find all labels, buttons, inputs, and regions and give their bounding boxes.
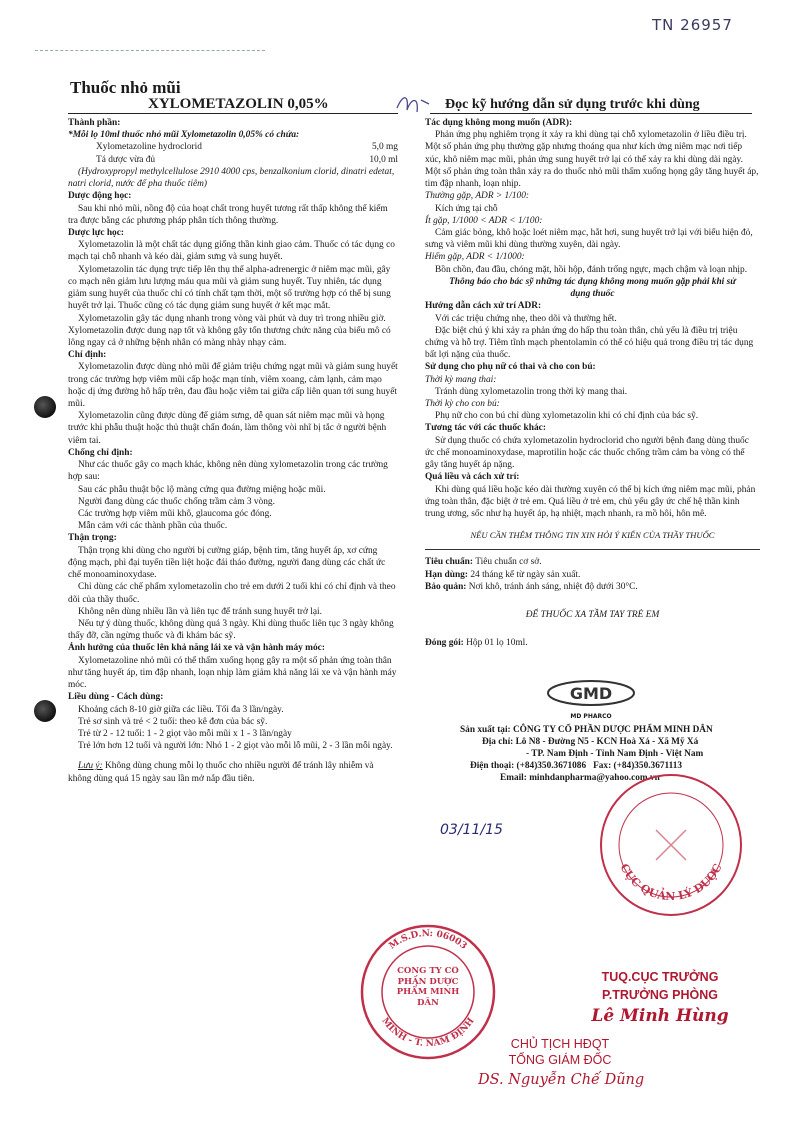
lactation-subheading: Thời kỳ cho con bú:	[425, 399, 500, 410]
warnings-text: Không nên dùng nhiều lần và liên tục để tránh sung huyết trở lại.	[78, 606, 322, 617]
standard-value: Tiêu chuẩn cơ sở.	[475, 557, 542, 568]
contraindications-item: Mẫn cảm với các thành phần của thuốc.	[78, 521, 228, 532]
overdose-text: Khi dùng quá liều hoặc kéo dài thường xuyên có thể bị kích ứng niêm mạc mũi, phản ứng toàn thân, đặc biệt ở trẻ em. Quá liều ở trẻ em, chủ yếu gây ức chế hệ thần kinh trung ương, sốc như hạ huyết áp, hạ nhiệt, mạch nhanh, ra mồ hôi, hôn mê.	[425, 484, 756, 519]
dosage-item: Trẻ lớn hơn 12 tuổi và người lớn: Nhỏ 1 - 2 giọt vào mỗi lỗ mũi, 2 - 3 lần mỗi ngày.	[78, 741, 393, 752]
ingredient-name: Xylometazoline hydroclorid	[96, 142, 202, 153]
keep-away-warning: ĐỂ THUỐC XA TẦM TAY TRẺ EM	[525, 610, 660, 621]
adr-common-text: Kích ứng tại chỗ	[435, 203, 498, 214]
dosage-item: Trẻ từ 2 - 12 tuổi: 1 - 2 giọt vào mỗi mũi x 1 - 3 lần/ngày	[78, 728, 292, 739]
contraindications-item: Người đang dùng các thuốc chống trầm cảm 3 vòng.	[78, 496, 275, 507]
adr-uncommon-text: Cảm giác bỏng, khô hoặc loét niêm mạc, hắt hơi, sung huyết trở lại với biểu hiện đỏ, sưng và viêm mũi khi dùng thường xuyên, dài ngày.	[425, 227, 753, 251]
right-column	[425, 117, 760, 649]
dosage-item: Khoảng cách 8-10 giờ giữa các liều. Tối đa 3 lần/ngày.	[78, 704, 284, 715]
ingredient-row	[68, 154, 398, 166]
note-paragraph	[68, 760, 398, 784]
ingredient-name: Tá dược vừa đủ	[96, 154, 156, 165]
handwritten-code: TN 26957	[652, 16, 733, 34]
section-divider	[425, 549, 760, 550]
pd-text: Xylometazolin gây tác dụng nhanh trong vòng vài phút và duy trì trong nhiều giờ. Xylometazolin được dung nạp tốt và không gây tổn thương chức năng của biểu mô có lông ngay cả ở những bệnh nhân có màng nhày nhạy cảm.	[68, 313, 391, 348]
ingredient-value: 10,0 ml	[369, 154, 398, 165]
storage-label: Bảo quản:	[425, 581, 467, 592]
adr-heading: Tác dụng không mong muốn (ADR):	[425, 118, 573, 128]
storage-value: Nơi khô, tránh ánh sáng, nhiệt độ dưới 30°C.	[468, 581, 638, 592]
approval-signature-block	[560, 968, 760, 1029]
dosage-heading: Liều dùng - Cách dùng:	[68, 692, 164, 703]
scan-dash-line	[35, 50, 265, 51]
note-text: Không dùng chung mỗi lọ thuốc cho nhiều người để tránh lây nhiễm và không dùng quá 15 ngày sau lần mở nắp đầu tiên.	[68, 761, 374, 784]
title-right: Đọc kỹ hướng dẫn sử dụng trước khi dùng	[445, 97, 700, 112]
director-title1: CHỦ TỊCH HĐQT	[510, 1037, 610, 1051]
adr-rare-text: Bồn chồn, đau đầu, chóng mặt, hồi hộp, đánh trống ngực, mạch chậm và loạn nhịp.	[435, 264, 748, 275]
standard-line	[425, 556, 760, 568]
phone-label: Điện thoại:	[470, 761, 515, 772]
title-line2: XYLOMETAZOLIN 0,05%	[148, 96, 329, 112]
adr-text: Phản ứng phụ nghiêm trọng ít xảy ra khi dùng tại chỗ xylometazolin ở liều điều trị. Một số phản ứng phụ thường gặp nhưng thoáng qua như kích ứng niêm mạc nơi tiếp xúc, khô niêm mạc mũi, phản ứng sung huyết trở lại có thể xảy ra khi dùng dài ngày. Một số phản ứng toàn thân xảy ra do thuốc nhỏ mũi thấm xuống họng gây tăng huyết áp, tim đập nhanh, loạn nhịp.	[425, 130, 759, 190]
driving-text: Xylometazoline nhỏ mũi có thể thấm xuống họng gây ra một số phản ứng toàn thân như tăng huyết áp, tim đập nhanh, loạn nhịp làm giảm khả năng lái xe và vận hành máy móc.	[68, 655, 397, 691]
address-line1: Lô N8 - Đường N5 - KCN Hoà Xá - Xã Mỹ Xá	[515, 737, 699, 748]
ingredient-row	[68, 141, 398, 153]
pregnancy-subheading: Thời kỳ mang thai:	[425, 374, 497, 385]
composition-sub: *Mỗi lọ 10ml thuốc nhỏ mũi Xylometazolin 0,05% có chứa:	[68, 130, 300, 141]
address-line2: - TP. Nam Định - Tỉnh Nam Định - Việt Nam	[526, 749, 704, 760]
adr-common-heading: Thường gặp, ADR > 1/100:	[425, 191, 530, 202]
company-logo	[546, 678, 636, 720]
contraindications-item: Các trường hợp viêm mũi khô, glaucoma góc đóng.	[78, 509, 272, 519]
address-label: Địa chỉ:	[482, 737, 514, 748]
adr-management-text: Đặc biệt chú ý khi xảy ra phản ứng do hấp thu toàn thân, chủ yếu là điều trị triệu chứng và hỗ trợ. Tiêm tĩnh mạch phentolamin có thể có hiệu quả trong điều trị tác dụng bất lợi nặng của thuốc.	[425, 325, 754, 361]
indications-text: Xylometazolin được dùng nhỏ mũi để giảm triệu chứng ngạt mũi và giảm sung huyết trong các trường hợp viêm mũi cấp hoặc mạn tính, viêm xoang, cảm lạnh, cảm mạo hoặc dị ứng đường hô hấp trên, đau đầu hoặc viêm tai giữa cấp liên quan tới sung huyết mũi.	[68, 362, 398, 410]
stamp-bottom-text: MINH - T. NAM ĐỊNH	[379, 1016, 477, 1050]
pk-text: Sau khi nhỏ mũi, nồng độ của hoạt chất trong huyết tương rất thấp không thể kiểm tra được bằng các phương pháp phân tích thông thường.	[68, 203, 388, 226]
expiry-line	[425, 569, 760, 581]
handwritten-date: 03/11/15	[440, 822, 503, 838]
packaging-value: Hộp 01 lọ 10ml.	[466, 638, 528, 649]
agency-stamp	[596, 770, 746, 920]
agency-stamp-text: CỤC QUẢN LÝ DƯỢC	[617, 861, 725, 904]
director-signature-block	[490, 1036, 630, 1069]
interactions-text: Sử dụng thuốc có chứa xylometazolin hydroclorid cho người bệnh đang dùng thuốc ức chế monoaminoxydase, maprotilin hoặc các thuốc chống trầm cảm ba vòng có thể gây tăng huyết áp nặng.	[425, 435, 749, 471]
director-signature-name: DS. Nguyễn Chế Dũng	[478, 1072, 645, 1088]
fax-label: Fax:	[593, 761, 612, 772]
director-title2: TỔNG GIÁM ĐỐC	[508, 1053, 612, 1068]
expiry-value: 24 tháng kể từ ngày sản xuất.	[470, 569, 581, 580]
approval-title2: P.TRƯỞNG PHÒNG	[602, 988, 718, 1003]
contraindications-text: Như các thuốc gây co mạch khác, không nên dùng xylometazolin trong các trường hợp sau:	[68, 460, 388, 483]
packaging-line	[425, 637, 760, 649]
adr-notice: Thông báo cho bác sỹ những tác dụng không mong muốn gặp phải khi sử dụng thuốc	[449, 276, 736, 300]
standard-label: Tiêu chuẩn:	[425, 557, 474, 568]
lactation-text: Phụ nữ cho con bú chỉ dùng xylometazolin khi có chỉ định của bác sỹ.	[435, 411, 699, 422]
email-label: Email:	[500, 773, 527, 784]
svg-text:GMD: GMD	[569, 684, 613, 703]
logo-mark-icon	[546, 678, 636, 708]
contraindications-item: Sau các phẫu thuật bộc lộ màng cứng qua đường miệng hoặc mũi.	[78, 484, 326, 495]
initials-mark	[393, 90, 433, 116]
pk-heading: Dược động học:	[68, 191, 132, 202]
logo-text: MD PHARCO	[570, 713, 612, 720]
adr-uncommon-heading: Ít gặp, 1/1000 < ADR < 1/100:	[425, 215, 543, 226]
pd-text: Xylometazolin là một chất tác dụng giống thần kinh giao cảm. Thuốc có tác dụng co mạch tại chỗ nhanh và kéo dài, giảm sưng và sung huyết.	[68, 240, 395, 263]
indications-text: Xylometazolin cũng được dùng để giảm sưng, dễ quan sát niêm mạc mũi và họng trước khi phẫu thuật hoặc thủ thuật chẩn đoán, làm thông vòi nhĩ bị tắc ở người bệnh viêm tai.	[68, 411, 387, 446]
stamp-center-text: CÔNG TY CỔ PHẦN DƯỢC PHẨM MINH DÂN	[396, 966, 460, 1008]
excipients: (Hydroxypropyl methylcellulose 2910 4000 cps, benzalkonium clorid, dinatri edetat, natri clorid, nước để pha thuốc tiêm)	[68, 166, 395, 190]
contraindications-heading: Chống chỉ định:	[68, 447, 133, 458]
adr-management-heading: Hướng dẫn cách xử trí ADR:	[425, 301, 542, 312]
email-value: minhdanpharma@yahoo.com.vn	[529, 773, 660, 784]
title-rule-right	[430, 113, 752, 114]
warnings-text: Chỉ dùng các chế phẩm xylometazolin cho trẻ em dưới 2 tuổi khi có chỉ định và theo dõi của thầy thuốc.	[68, 582, 396, 605]
title-rule-left	[68, 113, 398, 114]
fax-value: (+84)350.3671113	[613, 761, 683, 772]
ingredient-value: 5,0 mg	[371, 142, 398, 153]
packaging-label: Đóng gói:	[425, 638, 464, 649]
manufacturer-name: CÔNG TY CỔ PHẦN DƯỢC PHẨM MINH DÂN	[512, 725, 713, 735]
warnings-text: Thận trọng khi dùng cho người bị cường giáp, bệnh tim, tăng huyết áp, xơ cứng động mạch, phì đại tuyến tiền liệt hoặc đái tháo đường, người đang dùng các chất ức chế monoaminoxydase.	[68, 545, 386, 581]
manufacturer-label: Sản xuất tại:	[460, 725, 511, 735]
storage-line	[425, 581, 760, 593]
company-stamp	[358, 922, 498, 1062]
advice-line: NẾU CẦN THÊM THÔNG TIN XIN HỎI Ý KIẾN CỦA THẦY THUỐC	[470, 530, 715, 541]
svg-text:CỤC QUẢN LÝ DƯỢC	[617, 862, 724, 904]
expiry-label: Hạn dùng:	[425, 569, 468, 580]
pregnancy-text: Tránh dùng xylometazolin trong thời kỳ mang thai.	[435, 386, 628, 397]
title-line1: Thuốc nhỏ mũi	[70, 78, 181, 97]
indications-heading: Chỉ định:	[68, 350, 107, 361]
dosage-item: Trẻ sơ sinh và trẻ < 2 tuổi: theo kê đơn của bác sỹ.	[78, 716, 268, 727]
punch-hole-bottom	[34, 700, 56, 722]
adr-management-text: Với các triệu chứng nhẹ, theo dõi và thường hết.	[435, 313, 617, 324]
composition-heading: Thành phần:	[68, 118, 121, 128]
punch-hole-top	[34, 396, 56, 418]
note-label: Lưu ý:	[78, 761, 103, 772]
pd-text: Xylometazolin tác dụng trực tiếp lên thụ thể alpha-adrenergic ở niêm mạc mũi, gây co mạch nên giảm lưu lượng máu qua mũi và giảm sung huyết. Tuy nhiên, tác dụng giảm sung huyết của thuốc chỉ có tính chất tạm thời, một số trường hợp có thể bị sung huyết trở lại. Thuốc cũng có tác dụng giảm sung huyết ở kết mạc mắt.	[68, 264, 391, 312]
driving-heading: Ảnh hưởng của thuốc lên khả năng lái xe và vận hành máy móc:	[68, 643, 325, 654]
approval-signature-name: Lê Minh Hùng	[591, 1006, 729, 1027]
interactions-heading: Tương tác với các thuốc khác:	[425, 423, 546, 434]
adr-rare-heading: Hiếm gặp, ADR < 1/1000:	[425, 252, 525, 263]
stamp-top-text: M.S.D.N: 06003	[387, 928, 469, 952]
pd-heading: Dược lực học:	[68, 227, 125, 238]
warnings-text: Nếu tự ý dùng thuốc, không dùng quá 3 ngày. Khi dùng thuốc liên tục 3 ngày không thấy đỡ, cần ngừng thuốc và đi khám bác sỹ.	[68, 618, 394, 642]
left-column	[68, 117, 398, 785]
phone-value: (+84)350.3671086	[516, 761, 587, 772]
overdose-heading: Quá liều và cách xử trí:	[425, 472, 520, 483]
pregnancy-heading: Sử dụng cho phụ nữ có thai và cho con bú:	[425, 362, 596, 373]
approval-title1: TUQ.CỤC TRƯỞNG	[601, 970, 719, 984]
warnings-heading: Thận trọng:	[68, 533, 117, 544]
